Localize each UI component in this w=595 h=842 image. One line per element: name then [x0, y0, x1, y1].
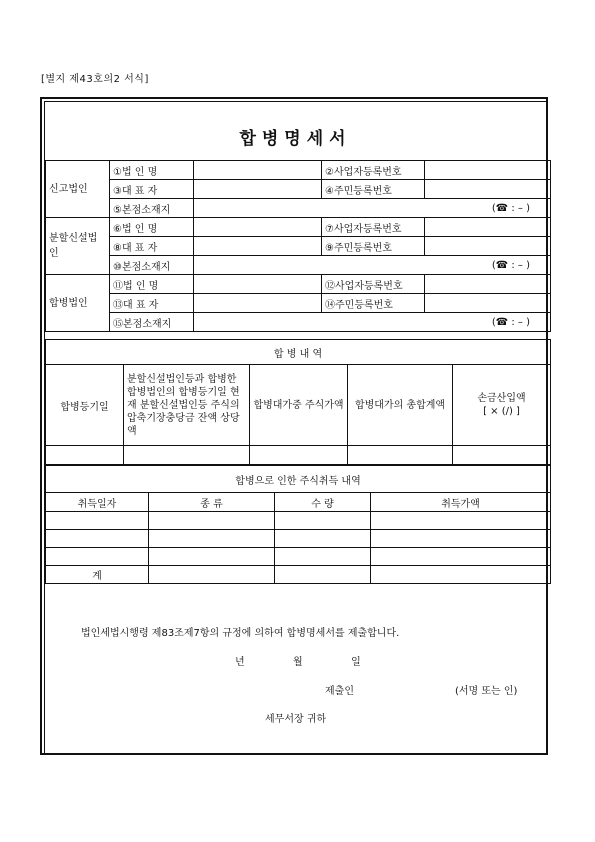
- acquisition-total-label: 계: [46, 566, 149, 584]
- merged-corp-name-label: ⑪법 인 명: [110, 275, 194, 294]
- filing-corp-rep-field[interactable]: [194, 180, 322, 199]
- deductible-amount-field[interactable]: [453, 446, 551, 465]
- form-frame: [40, 97, 548, 755]
- acquisition-section-heading: 합병으로 인한 주식취득 내역: [46, 466, 551, 493]
- split-corp-resident-no-field[interactable]: [425, 237, 551, 256]
- acquisition-qty-cell[interactable]: [275, 530, 371, 548]
- acquisition-kind-cell[interactable]: [149, 512, 275, 530]
- merger-section-heading: 합 병 내 역: [46, 340, 551, 365]
- date-month-label: 월: [293, 657, 303, 668]
- split-corp-rep-label: ⑧대 표 자: [110, 237, 194, 256]
- acquisition-date-cell[interactable]: [46, 530, 149, 548]
- acquisition-row: [46, 530, 551, 548]
- acquisition-kind-header: 종 류: [149, 493, 275, 512]
- acquisition-date-cell[interactable]: [46, 512, 149, 530]
- total-consideration-header: 합병대가의 총합계액: [348, 365, 453, 446]
- split-corp-name-label: ⑥법 인 명: [110, 218, 194, 237]
- deductible-amount-header: [453, 365, 551, 446]
- acquisition-kind-cell[interactable]: [149, 530, 275, 548]
- stock-acquisition-table: [45, 465, 551, 584]
- merged-corp-address-field[interactable]: (☎ : – ): [194, 313, 551, 332]
- acquisition-total-price[interactable]: [371, 566, 551, 584]
- merger-details-table: [45, 339, 551, 465]
- stock-value-field[interactable]: [250, 446, 348, 465]
- filing-corp-biz-no-field[interactable]: [425, 161, 551, 180]
- split-corp-address-field[interactable]: (☎ : – ): [194, 256, 551, 275]
- stock-reserve-header: 분할신설법인등과 합병한 합병법인의 합병등기일 현재 분할신설법인등 주식의 압축기장충당금 잔액 상당액: [124, 365, 250, 446]
- filing-corp-resident-no-label: ④주민등록번호: [322, 180, 425, 199]
- merged-corp-resident-no-label: ⑭주민등록번호: [322, 294, 425, 313]
- merger-date-header: 합병등기일: [46, 365, 124, 446]
- merged-corp-biz-no-field[interactable]: [425, 275, 551, 294]
- date-year-label: 년: [235, 657, 245, 668]
- merger-date-field[interactable]: [46, 446, 124, 465]
- corporation-info-table: [45, 160, 551, 332]
- form-title: 합병명세서: [239, 129, 352, 149]
- form-number-label: [별지 제43호의2 서식]: [41, 74, 149, 85]
- acquisition-price-header: 취득가액: [371, 493, 551, 512]
- filing-corp-address-label: ⑤본점소재지: [110, 199, 194, 218]
- deductible-amount-formula: [ × (/) ]: [483, 406, 520, 417]
- filing-corp-biz-no-label: ②사업자등록번호: [322, 161, 425, 180]
- stock-value-header: 합병대가중 주식가액: [250, 365, 348, 446]
- stock-reserve-field[interactable]: [124, 446, 250, 465]
- addressee-label: 세무서장 귀하: [265, 714, 327, 725]
- acquisition-qty-header: 수 량: [275, 493, 371, 512]
- acquisition-date-cell[interactable]: [46, 548, 149, 566]
- acquisition-total-kind[interactable]: [149, 566, 275, 584]
- acquisition-qty-cell[interactable]: [275, 548, 371, 566]
- merged-corp-name-field[interactable]: [194, 275, 322, 294]
- filing-corp-rep-label: ③대 표 자: [110, 180, 194, 199]
- submission-date: [235, 653, 361, 668]
- filing-corp-resident-no-field[interactable]: [425, 180, 551, 199]
- filing-corp-name-field[interactable]: [194, 161, 322, 180]
- merged-corp-address-label: ⑮본점소재지: [110, 313, 194, 332]
- split-corp-group-label: 분할신설법인: [46, 218, 110, 275]
- acquisition-total-row: [46, 566, 551, 584]
- split-corp-name-field[interactable]: [194, 218, 322, 237]
- merged-corp-biz-no-label: ⑫사업자등록번호: [322, 275, 425, 294]
- form-inner-frame: [44, 101, 546, 753]
- acquisition-total-qty[interactable]: [275, 566, 371, 584]
- acquisition-row: [46, 548, 551, 566]
- split-corp-biz-no-label: ⑦사업자등록번호: [322, 218, 425, 237]
- split-corp-rep-field[interactable]: [194, 237, 322, 256]
- split-corp-address-label: ⑩본점소재지: [110, 256, 194, 275]
- merged-corp-group-label: 합병법인: [46, 275, 110, 332]
- acquisition-price-cell[interactable]: [371, 548, 551, 566]
- filing-corp-name-label: ①법 인 명: [110, 161, 194, 180]
- submission-statement: 법인세법시행령 제83조제7항의 규정에 의하여 합병명세서를 제출합니다.: [81, 628, 400, 639]
- acquisition-qty-cell[interactable]: [275, 512, 371, 530]
- acquisition-price-cell[interactable]: [371, 512, 551, 530]
- filing-corp-address-field[interactable]: (☎ : – ): [194, 199, 551, 218]
- filing-corp-group-label: 신고법인: [46, 161, 110, 218]
- acquisition-row: [46, 512, 551, 530]
- acquisition-kind-cell[interactable]: [149, 548, 275, 566]
- split-corp-resident-no-label: ⑨주민등록번호: [322, 237, 425, 256]
- deductible-amount-label: 손금산입액: [477, 393, 526, 404]
- merged-corp-rep-field[interactable]: [194, 294, 322, 313]
- total-consideration-field[interactable]: [348, 446, 453, 465]
- signature-label: (서명 또는 인): [455, 686, 518, 697]
- acquisition-price-cell[interactable]: [371, 530, 551, 548]
- merged-corp-resident-no-field[interactable]: [425, 294, 551, 313]
- split-corp-biz-no-field[interactable]: [425, 218, 551, 237]
- submitter-label: 제출인: [325, 686, 354, 697]
- acquisition-date-header: 취득일자: [46, 493, 149, 512]
- date-day-label: 일: [351, 657, 361, 668]
- merged-corp-rep-label: ⑬대 표 자: [110, 294, 194, 313]
